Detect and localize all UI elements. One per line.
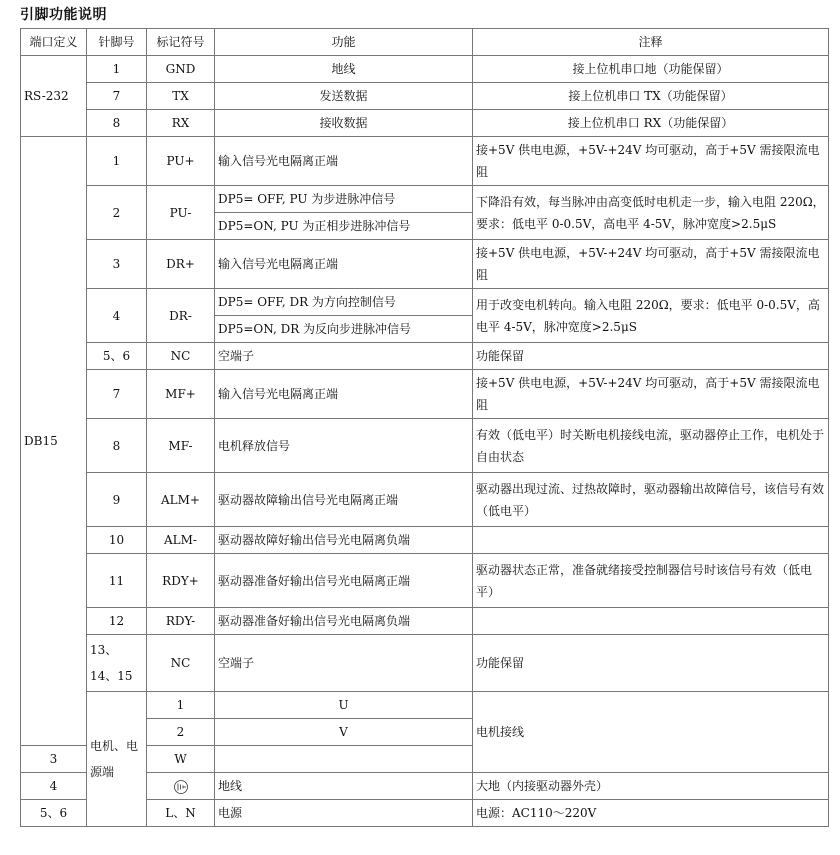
function-cell: 驱动器故障好输出信号光电隔离负端: [215, 527, 473, 554]
symbol-cell: U: [215, 692, 473, 719]
pin-cell: 12: [87, 608, 147, 635]
function-cell: 电机释放信号: [215, 419, 473, 473]
pin-cell: 13、14、15: [87, 635, 147, 692]
table-row: [21, 56, 829, 83]
header-symbol: 标记符号: [147, 29, 215, 56]
note-cell: 接+5V 供电电源，+5V-+24V 均可驱动，高于+5V 需接限流电阻: [473, 137, 829, 186]
note-cell: 接+5V 供电电源，+5V-+24V 均可驱动，高于+5V 需接限流电阻: [473, 370, 829, 419]
symbol-cell: GND: [147, 56, 215, 83]
table-row: [21, 473, 829, 527]
note-cell: 接上位机串口 RX（功能保留）: [473, 110, 829, 137]
function-cell: 接收数据: [215, 110, 473, 137]
header-port: 端口定义: [21, 29, 87, 56]
table-row: [21, 137, 829, 186]
pin-cell: 7: [87, 370, 147, 419]
symbol-cell: ALM-: [147, 527, 215, 554]
symbol-cell: NC: [147, 635, 215, 692]
function-cell: DP5= OFF, DR 为方向控制信号: [215, 289, 473, 316]
function-cell: 输入信号光电隔离正端: [215, 137, 473, 186]
symbol-cell: [147, 773, 215, 800]
header-note: 注释: [473, 29, 829, 56]
pin-cell: 1: [87, 137, 147, 186]
note-cell: 驱动器出现过流、过热故障时，驱动器输出故障信号，该信号有效（低电平）: [473, 473, 829, 527]
symbol-cell: DR-: [147, 289, 215, 343]
table-row: [21, 692, 829, 719]
symbol-cell: W: [147, 746, 215, 773]
function-cell: 空端子: [215, 635, 473, 692]
note-cell: 有效（低电平）时关断电机接线电流，驱动器停止工作，电机处于自由状态: [473, 419, 829, 473]
symbol-cell: ALM+: [147, 473, 215, 527]
pin-function-table: [20, 28, 829, 827]
pin-cell: 10: [87, 527, 147, 554]
pin-cell: 1: [87, 56, 147, 83]
note-cell: 用于改变电机转向。输入电阻 220Ω，要求：低电平 0-0.5V，高电平 4-5V，脉冲宽度>2.5μS: [473, 289, 829, 343]
table-row: [21, 289, 829, 316]
note-cell: 接上位机串口 TX（功能保留）: [473, 83, 829, 110]
pin-cell: 3: [87, 240, 147, 289]
function-cell: 地线: [215, 773, 473, 800]
symbol-cell: RX: [147, 110, 215, 137]
pin-cell: 1: [147, 692, 215, 719]
pin-cell: 5、6: [87, 343, 147, 370]
table-row: [21, 240, 829, 289]
note-cell: [473, 608, 829, 635]
function-cell: 空端子: [215, 343, 473, 370]
function-cell: DP5=ON, PU 为正相步进脉冲信号: [215, 213, 473, 240]
function-cell: 电源: [215, 800, 473, 827]
ground-symbol-icon: [173, 779, 189, 795]
note-cell: 功能保留: [473, 343, 829, 370]
symbol-cell: L、N: [147, 800, 215, 827]
group-db15: DB15: [21, 137, 87, 746]
page-title: 引脚功能说明: [20, 7, 107, 23]
symbol-cell: V: [215, 719, 473, 746]
pin-cell: 5、6: [21, 800, 87, 827]
pin-cell: 3: [21, 746, 87, 773]
function-cell: 驱动器故障输出信号光电隔离正端: [215, 473, 473, 527]
pin-cell: 4: [87, 289, 147, 343]
table-row: [21, 419, 829, 473]
function-cell: DP5=ON, DR 为反向步进脉冲信号: [215, 316, 473, 343]
note-cell: 电源：AC110～220V: [473, 800, 829, 827]
pin-cell: 7: [87, 83, 147, 110]
symbol-cell: TX: [147, 83, 215, 110]
group-motor-power: 电机、电源端: [87, 692, 147, 827]
pin-cell: 2: [147, 719, 215, 746]
function-cell: 地线: [215, 56, 473, 83]
note-cell: [473, 527, 829, 554]
function-cell: 驱动器准备好输出信号光电隔离负端: [215, 608, 473, 635]
function-cell: 输入信号光电隔离正端: [215, 370, 473, 419]
symbol-cell: MF-: [147, 419, 215, 473]
table-row: [21, 343, 829, 370]
table-row: [21, 608, 829, 635]
table-row: [21, 110, 829, 137]
table-row: [21, 527, 829, 554]
note-cell: 大地（内接驱动器外壳）: [473, 773, 829, 800]
symbol-cell: DR+: [147, 240, 215, 289]
symbol-cell: PU+: [147, 137, 215, 186]
symbol-cell: MF+: [147, 370, 215, 419]
function-cell: 驱动器准备好输出信号光电隔离正端: [215, 554, 473, 608]
pin-cell: 4: [21, 773, 87, 800]
function-cell: 发送数据: [215, 83, 473, 110]
note-cell: 驱动器状态正常，准备就绪接受控制器信号时该信号有效（低电平）: [473, 554, 829, 608]
note-cell: 接+5V 供电电源，+5V-+24V 均可驱动，高于+5V 需接限流电阻: [473, 240, 829, 289]
table-row: [21, 370, 829, 419]
note-cell: 功能保留: [473, 635, 829, 692]
symbol-cell: NC: [147, 343, 215, 370]
table-row: [21, 554, 829, 608]
pin-cell: 9: [87, 473, 147, 527]
pin-cell: 8: [87, 419, 147, 473]
symbol-cell: PU-: [147, 186, 215, 240]
note-cell: 下降沿有效，每当脉冲由高变低时电机走一步，输入电阻 220Ω，要求：低电平 0-0.5V，高电平 4-5V，脉冲宽度>2.5μS: [473, 186, 829, 240]
header-pin: 针脚号: [87, 29, 147, 56]
table-row: [21, 83, 829, 110]
table-row: [21, 635, 829, 692]
function-cell: 输入信号光电隔离正端: [215, 240, 473, 289]
symbol-cell: RDY+: [147, 554, 215, 608]
group-rs232: RS-232: [21, 56, 87, 137]
function-cell: 电机接线: [473, 692, 829, 773]
table-row: [21, 186, 829, 213]
function-cell: DP5= OFF, PU 为步进脉冲信号: [215, 186, 473, 213]
pin-cell: 2: [87, 186, 147, 240]
table-header-row: [21, 29, 829, 56]
pin-cell: 11: [87, 554, 147, 608]
pin-cell: 8: [87, 110, 147, 137]
symbol-cell: RDY-: [147, 608, 215, 635]
note-cell: 接上位机串口地（功能保留）: [473, 56, 829, 83]
header-function: 功能: [215, 29, 473, 56]
